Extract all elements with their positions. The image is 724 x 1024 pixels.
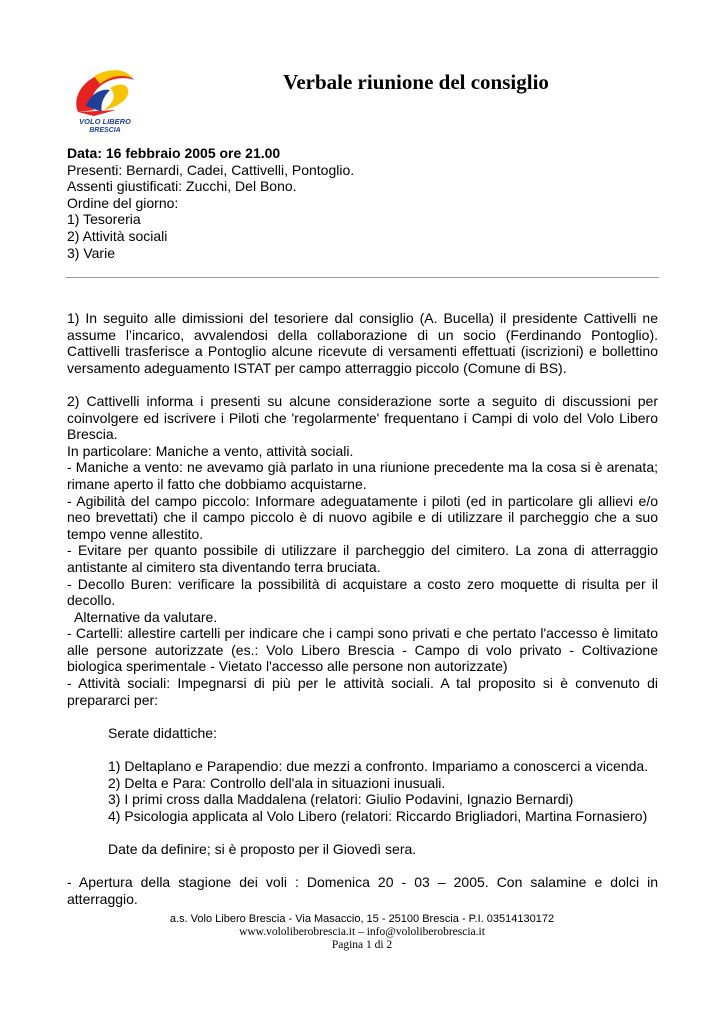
paragraph-social-activities: - Attività sociali: Impegnarsi di più per le attività sociali. A tal proposito si è convenuto di prepararci per: (67, 675, 658, 708)
logo-text-line2: BRESCIA (89, 127, 121, 134)
evening-item: 1) Deltaplano e Parapendio: due mezzi a confronto. Impariamo a conoscerci a vicenda. (108, 758, 649, 775)
paragraph-buren-takeoff: - Decollo Buren: verificare la possibilità di acquistare a costo zero moquette di risulta per il decollo. (67, 575, 658, 609)
paragraph-windsocks: - Maniche a vento: ne avevamo già parlato in una riunione precedente ma la cosa si è arenata; rimane aperto il fatto che dobbiamo acquistarne. (67, 459, 658, 492)
document-title: Verbale riunione del consiglio (283, 70, 549, 94)
paragraph-small-field: - Agibilità del campo piccolo: Informare adeguatamente i piloti (ed in particolare gli allievi e/o neo brevettati) che il campo piccolo è di nuovo agibile e di utilizzare il parcheggio che a suo tempo venne allestito. (67, 492, 658, 542)
logo-text-line1: VOLO LIBERO (79, 117, 131, 126)
page-footer (0, 912, 724, 952)
evening-item: 2) Delta e Para: Controllo dell'ala in situazioni inusuali. (108, 774, 446, 791)
agenda-item: 3) Varie (67, 244, 115, 261)
minutes-body (67, 310, 658, 907)
divider (66, 277, 659, 278)
paragraph-treasury: 1) In seguito alle dimissioni del tesoriere dal consiglio (A. Bucella) il presidente Cattivelli ne assume l’incarico, avvalendosi della collaborazione di un socio (Ferdinando Pontoglio). Cattivelli trasferisce a Pontoglio alcune ricevute di versamenti effettuati (iscrizioni) e bollettino versamento adeguamento ISTAT per campo atterraggio piccolo (Comune di BS). (67, 310, 658, 376)
paragraph-signs: - Cartelli: allestire cartelli per indicare che i campi sono privati e che pertato l'accesso è limitato alle persone autorizzate (es.: Volo Libero Brescia - Campo di volo privato - Coltivazione biologica sperimentale - Vietato l'accesso alle persone non autorizzate) (67, 625, 658, 675)
paragraph-alternatives: Alternative da valutare. (74, 608, 218, 625)
volo-libero-logo (64, 66, 146, 136)
evenings-title: Serate didattiche: (108, 724, 217, 741)
page-number: Pagina 1 di 2 (331, 939, 393, 951)
dates-note: Date da definire; si è proposto per il Giovedì sera. (108, 841, 417, 857)
footer-address: a.s. Volo Libero Brescia - Via Masaccio, 15 - 25100 Brescia - P.I. 03514130172 (169, 913, 555, 925)
agenda-item: 2) Attività sociali (67, 227, 168, 244)
agenda-title: Ordine del giorno: (67, 194, 179, 211)
paragraph-particular: In particolare: Maniche a vento, attività sociali. (67, 442, 354, 459)
paragraph-cemetery-parking: - Evitare per quanto possibile di utilizzare il parcheggio del cimitero. La zona di atterraggio antistante al cimitero sta diventando terra bruciata. (67, 542, 658, 575)
present-list: Presenti: Bernardi, Cadei, Cattivelli, Pontoglio. (67, 161, 355, 178)
footer-contacts: www.vololiberobrescia.it – info@vololiberobrescia.it (239, 926, 485, 938)
meeting-header (67, 145, 659, 261)
paragraph-season-opening: - Apertura della stagione dei voli : Domenica 20 - 03 – 2005. Con salamine e dolci in atterraggio. (67, 874, 658, 907)
agenda-item: 1) Tesoreria (67, 211, 141, 228)
evening-item: 4) Psicologia applicata al Volo Libero (relatori: Riccardo Brigliadori, Martina Fornasiero) (108, 807, 648, 824)
paragraph-social: 2) Cattivelli informa i presenti su alcune considerazione sorte a seguito di discussioni per coinvolgere ed iscrivere i Piloti che 'regolarmente' frequentano i Campi di volo del Volo Libero Brescia. (67, 392, 658, 443)
meeting-date: Data: 16 febbraio 2005 ore 21.00 (67, 145, 281, 161)
absent-list: Assenti giustificati: Zucchi, Del Bono. (67, 178, 297, 195)
evening-item: 3) I primi cross dalla Maddalena (relatori: Giulio Podavini, Ignazio Bernardi) (108, 791, 574, 808)
